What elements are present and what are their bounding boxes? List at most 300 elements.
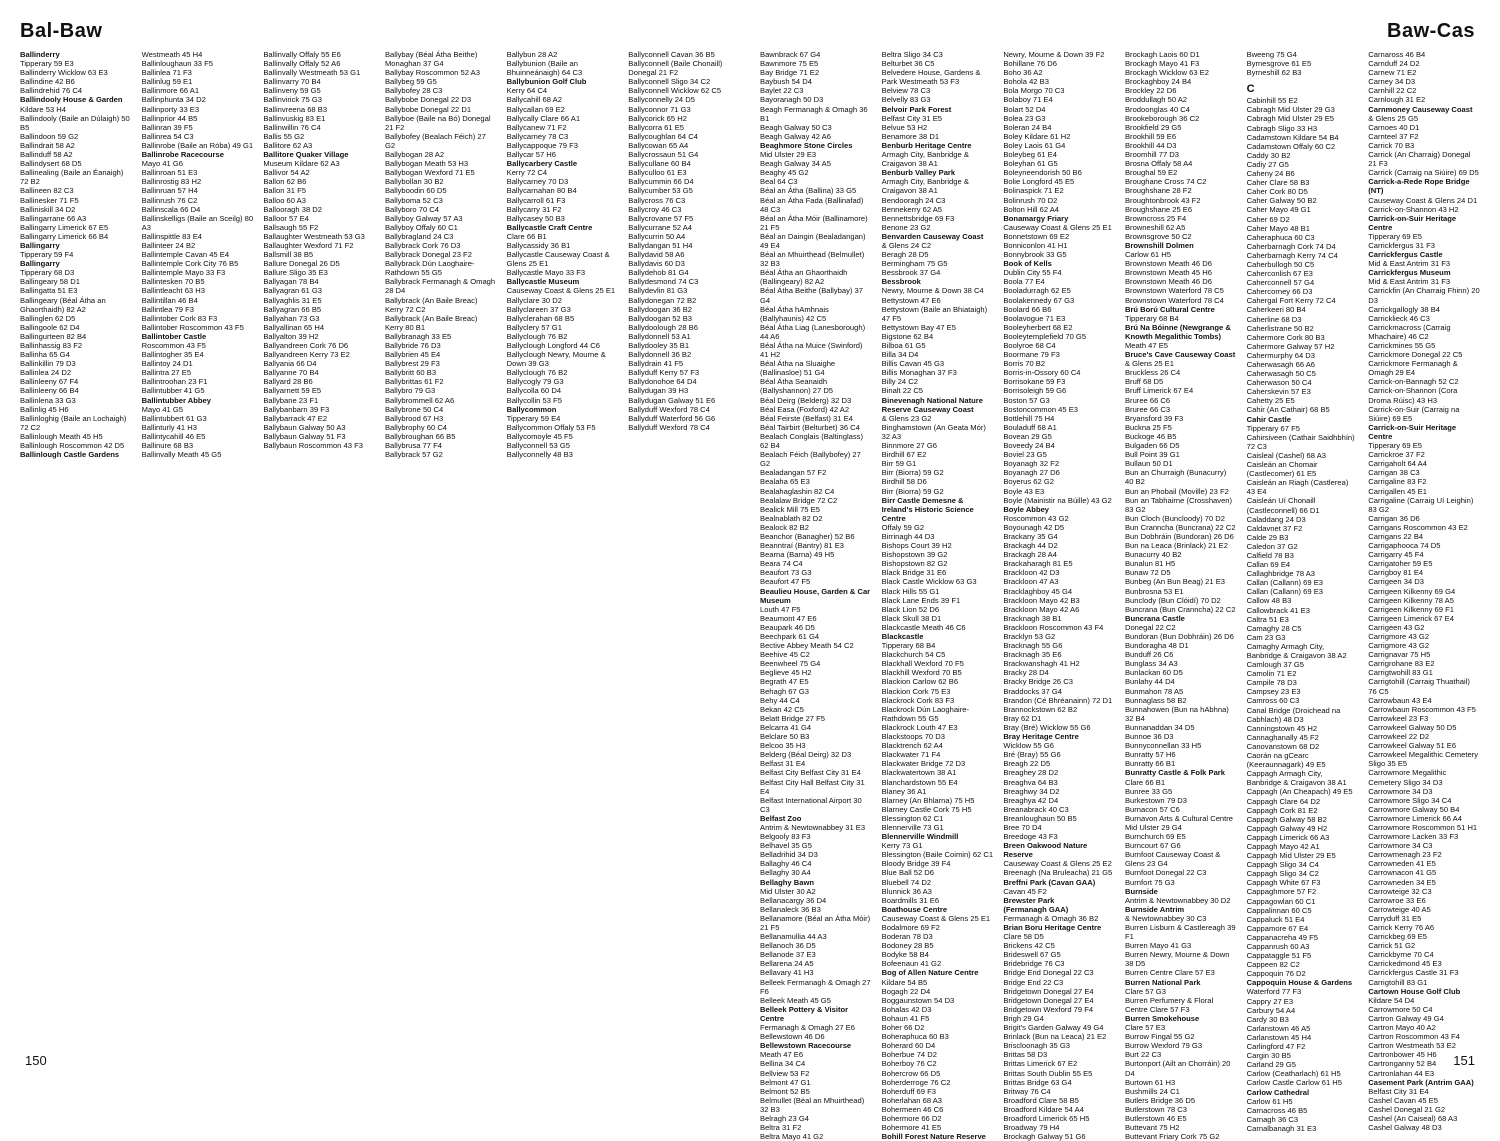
index-entry: Ballydevlin 81 G3 xyxy=(628,286,688,296)
index-entry: Brú Ború Cultural Centre xyxy=(1124,304,1215,314)
index-entry: & Glens 25 G5 xyxy=(1368,113,1419,123)
index-entry: Ballintemple Cork City 76 B5 xyxy=(141,259,239,269)
index-entry: Bun Dobhráin (Bundoran) 26 D6 xyxy=(1124,531,1234,541)
index-entry: Boleyneendorish 50 B6 xyxy=(1003,168,1082,178)
index-entry: Bealock 82 B2 xyxy=(760,522,809,532)
index-entry: Carrick-on-Bannagh 52 C2 xyxy=(1368,377,1459,387)
index-entry: Caltra 51 E3 xyxy=(1246,614,1289,624)
index-entry: Caherkeeri 80 B4 xyxy=(1246,305,1306,315)
index-entry: Ballybrittas 61 F2 xyxy=(384,377,444,387)
index-entry: Newry, Mourne & Down 39 F2 xyxy=(1003,50,1105,59)
index-entry: Caherbarnagh Cork 74 D4 xyxy=(1246,241,1336,251)
index-entry: Blackrock Louth 47 E3 xyxy=(881,722,958,732)
index-entry: Broughal 59 E2 xyxy=(1124,168,1178,178)
index-entry: Cartronbower 45 H6 xyxy=(1368,1050,1437,1060)
index-entry: Broadway 79 H4 xyxy=(1003,1123,1060,1133)
index-entry: Ballycoughlan 64 C4 xyxy=(628,131,698,141)
index-entry: Ballyconnell Wicklow 62 C5 xyxy=(628,86,722,96)
index-entry: Ballycorick 65 H2 xyxy=(628,113,687,123)
index-entry: Carrickroe 37 F2 xyxy=(1368,450,1425,460)
index-entry: Bruckless 26 C4 xyxy=(1124,368,1181,378)
index-entry: Carrickmore Donegal 22 C5 xyxy=(1368,350,1463,360)
index-entry: Carrickbyrne 70 C4 xyxy=(1368,950,1434,960)
index-entry: Ballinphunta 34 D2 xyxy=(141,95,206,105)
index-entry: Bealach Féich (Ballybofey) 27 G2 xyxy=(760,450,861,469)
index-entry: Ballycowan 65 A4 xyxy=(628,140,689,150)
index-entry: Brackloon Mayo 42 B3 xyxy=(1003,595,1080,605)
index-entry: & Glens 24 C2 xyxy=(881,240,932,250)
index-entry: Carrick (Carraig na Siúire) 69 D5 xyxy=(1368,168,1479,178)
index-entry: Bray (Bré) Wicklow 55 G6 xyxy=(1003,722,1091,732)
index-entry: Béal an Átha Móir (Ballinamore) 21 F5 xyxy=(760,213,868,232)
index-entry: Carrick-on-Shannon 43 H2 xyxy=(1368,204,1459,214)
index-entry: Carrickmines 55 G5 xyxy=(1368,341,1436,350)
index-entry: Ballinruan 57 H4 xyxy=(141,186,198,196)
index-entry: Ballyduff Waterford 56 G6 xyxy=(628,413,716,423)
index-entry: Ballingoole 62 D4 xyxy=(20,322,80,332)
index-entry: Cartown House Golf Club xyxy=(1368,986,1461,996)
index-entry: Bonniconlon 41 H1 xyxy=(1003,240,1068,250)
index-entry: Beagh Fermanagh & Omagh 36 B1 xyxy=(760,104,868,123)
index-entry: Ballooragh 38 D2 xyxy=(263,204,322,214)
index-entry: Bunglass 34 A3 xyxy=(1124,659,1178,669)
index-entry: Bracknagh 35 E6 xyxy=(1003,650,1062,660)
index-entry: Carnacross 46 B5 xyxy=(1246,1105,1308,1115)
index-entry: Bovean 29 G5 xyxy=(1003,431,1052,441)
index-entry: Camolin 71 E2 xyxy=(1246,669,1297,679)
index-entry: Benburb Valley Park xyxy=(881,168,956,178)
index-entry: Carland 29 G5 xyxy=(1246,1060,1297,1070)
index-entry: Ballybritt 60 B3 xyxy=(384,368,437,378)
index-entry: Clare 66 B1 xyxy=(1124,777,1166,787)
index-entry: Beragh 28 D5 xyxy=(881,250,929,260)
index-entry: Buckna 25 F5 xyxy=(1124,422,1172,432)
index-entry: Butlerstown 46 E5 xyxy=(1124,1113,1187,1123)
index-entry: Bellavary 41 H3 xyxy=(760,968,814,978)
index-entry: C xyxy=(1246,83,1255,96)
index-entry: Béal an Mhuirthead (Belmullet) 32 B3 xyxy=(760,250,865,269)
index-entry: Carlingford 47 F2 xyxy=(1246,1042,1306,1052)
index-entry: Bog of Allen Nature Centre xyxy=(881,968,979,978)
index-entry: Ballaghy 46 C4 xyxy=(760,859,812,869)
index-entry: Bodalmore 69 F2 xyxy=(881,923,940,932)
index-entry: Beehive 45 C2 xyxy=(760,650,810,660)
index-entry: Carrowmore Limerick 66 A4 xyxy=(1368,813,1462,823)
index-entry: Bridge End Donegal 22 C3 xyxy=(1003,968,1094,978)
index-entry: Cartronganny 52 B4 xyxy=(1368,1059,1437,1069)
index-entry: Caldavnet 37 F2 xyxy=(1246,523,1303,533)
index-entry: Bilboa 61 G5 xyxy=(881,341,926,350)
index-entry: Ballintra 27 E5 xyxy=(141,368,192,378)
index-entry: Cartron Roscommon 43 F4 xyxy=(1368,1032,1460,1042)
index-entry: Bay Bridge 71 E2 xyxy=(760,68,820,78)
index-entry: Burncourt 67 G6 xyxy=(1124,841,1181,851)
index-entry: Boley Laois 61 G4 xyxy=(1003,140,1066,150)
index-entry: Bodyke 58 B4 xyxy=(881,950,929,960)
index-entry: Cappaghmore 57 F2 xyxy=(1246,887,1317,897)
index-entry: Ballycar 57 H6 xyxy=(506,150,557,160)
index-entry: Burren Mayo 41 G3 xyxy=(1124,941,1192,951)
index-entry: Carrowmore Lacken 33 F3 xyxy=(1368,832,1459,842)
index-entry: Ballydonnell 53 A1 xyxy=(628,331,691,341)
index-entry: Carbury 54 A4 xyxy=(1246,1005,1296,1015)
index-entry: Billis Cavan 45 G3 xyxy=(881,359,945,369)
index-entry: Cardy 30 B3 xyxy=(1246,1014,1289,1024)
index-entry: Camlough 37 G5 xyxy=(1246,660,1305,670)
index-entry: Ballyania 66 D4 xyxy=(263,359,317,369)
index-entry: Bola Morgo 70 C3 xyxy=(1003,86,1065,96)
index-entry: Bohermore 41 E5 xyxy=(881,1123,942,1133)
index-entry: Boyle (Mainistir na Búille) 43 G2 xyxy=(1003,495,1112,505)
index-entry: Benvarden Causeway Coast xyxy=(881,231,984,241)
index-entry: Carrowkeel 23 F3 xyxy=(1368,713,1429,723)
index-entry: Ballybro 79 G3 xyxy=(384,386,436,396)
index-entry: Roscommon 43 F5 xyxy=(141,341,206,350)
index-entry: Cashel Donegal 21 G2 xyxy=(1368,1104,1446,1114)
index-entry: Brockagh Laois 60 D1 xyxy=(1124,50,1200,59)
index-entry: Burnfoot Causeway Coast & Glens 23 G4 xyxy=(1124,850,1221,869)
index-entry: Cabragh Mid Ulster 29 G3 xyxy=(1246,105,1335,115)
index-entry: Boheraphuca 60 B3 xyxy=(881,1032,949,1042)
index-entry: Ballinvuskig 83 E1 xyxy=(263,113,326,123)
index-entry: Wicklow 55 G6 xyxy=(1003,741,1054,751)
index-entry: Belatt Bridge 27 F5 xyxy=(760,713,826,723)
index-entry: Ballivor 54 A2 xyxy=(263,168,310,178)
index-entry: Carrowmore Roscommon 51 H1 xyxy=(1368,822,1478,832)
index-entry: Bendooragh 24 C3 xyxy=(881,195,946,205)
index-entry: Belragh 23 G4 xyxy=(760,1113,809,1123)
index-entry: Bennettsbridge 69 F3 xyxy=(881,213,955,223)
index-entry: Ballydavid 58 A6 xyxy=(628,250,685,260)
index-entry: Clare 57 G3 xyxy=(1124,986,1166,996)
index-entry: Carrigallen 45 E1 xyxy=(1368,486,1427,496)
index-entry: Carnlough 31 E2 xyxy=(1368,95,1426,105)
index-entry: Antrim & Newtownabbey 31 E3 xyxy=(760,822,866,832)
index-entry: Westmeath 45 H4 xyxy=(141,50,203,59)
index-entry: Brackloon 47 A3 xyxy=(1003,577,1059,587)
index-entry: Cabragh Sligo 33 H3 xyxy=(1246,123,1318,133)
index-entry: Bishopstown 39 G2 xyxy=(881,550,948,560)
index-entry: Brandon (Cé Bhréanainn) 72 D1 xyxy=(1003,695,1113,705)
index-entry: Breaghwy 34 D2 xyxy=(1003,786,1060,796)
index-entry: Carrigaline (Carraig Uí Leighin) 83 G2 xyxy=(1368,495,1474,514)
index-entry: Boley Kildare 61 H2 xyxy=(1003,131,1071,141)
index-entry: Ballycarney 70 D3 xyxy=(506,177,569,187)
index-entry: Cappanrush 60 A3 xyxy=(1246,942,1310,951)
index-entry: Bolaboy 71 E4 xyxy=(1003,95,1053,105)
index-entry: Ballinroan 51 E3 xyxy=(141,168,198,178)
index-entry: Béal Deirg (Belderg) 32 D3 xyxy=(760,395,852,405)
index-entry: Cappry 27 E3 xyxy=(1246,996,1294,1006)
index-entry: Beglieve 45 H2 xyxy=(760,668,812,678)
index-entry: Ballybunion Golf Club xyxy=(506,77,587,87)
right-page-number: 151 xyxy=(1453,1053,1475,1068)
index-entry: Belderg (Béal Deirg) 32 D3 xyxy=(760,750,852,760)
index-entry: Britway 76 C4 xyxy=(1003,1086,1051,1096)
index-entry: Bracknagh 55 G6 xyxy=(1003,641,1063,651)
index-entry: Ballintycahill 46 E5 xyxy=(141,431,206,441)
index-entry: Bohillane 76 D6 xyxy=(1003,59,1057,69)
index-entry: Brackwanshagh 41 H2 xyxy=(1003,659,1080,669)
index-entry: Caisleán an Chomair (Castlecomer) 61 E5 xyxy=(1246,460,1318,479)
index-entry: Bofeenaun 41 G2 xyxy=(881,959,942,969)
index-entry: Ballycarney 78 C3 xyxy=(506,131,569,141)
index-entry: Breanloughaun 50 B5 xyxy=(1003,813,1077,823)
index-entry: Bun Cloch (Buncloody) 70 D2 xyxy=(1124,513,1226,523)
index-entry: Belfast City Belfast City 31 E4 xyxy=(760,768,861,778)
index-entry: Burnfoot Donegal 22 C3 xyxy=(1124,868,1207,878)
index-entry: Blackrock Dún Laoghaire-Rathdown 55 G5 xyxy=(881,704,970,723)
index-entry: Ballinrobe (Baile an Róba) 49 G1 xyxy=(141,140,254,150)
index-entry: Bridgetown Donegal 27 E4 xyxy=(1003,995,1094,1005)
index-entry: Blackhill Wexford 70 B5 xyxy=(881,668,962,678)
index-entry: Boolakennedy 67 G3 xyxy=(1003,295,1075,305)
index-entry: Butlerstown 78 C3 xyxy=(1124,1104,1188,1114)
index-entry: Ballybrack (An Baile Breac) Kerry 80 B1 xyxy=(384,313,478,332)
index-entry: Béal Tairbirt (Belturbet) 36 C4 xyxy=(760,422,860,432)
index-entry: Booleytemplefield 70 G5 xyxy=(1003,331,1087,341)
index-entry: Blackion Cork 75 E3 xyxy=(881,686,951,696)
index-entry: Burren Lisburn & Castlereagh 39 F1 xyxy=(1124,923,1236,942)
index-entry: Mayo 41 G5 xyxy=(141,404,184,414)
index-entry: Tipperary 68 B4 xyxy=(881,641,936,651)
index-entry: Breffni Park (Cavan GAA) xyxy=(1003,877,1096,887)
index-entry: Breaghey 28 D2 xyxy=(1003,768,1059,778)
index-entry: Ballingarry Limerick 67 E5 xyxy=(20,222,109,232)
index-entry: Brookhill 59 E6 xyxy=(1124,131,1177,141)
index-entry: Ballintogher 35 E4 xyxy=(141,350,204,360)
index-entry: Ballaughter Wexford 71 F2 xyxy=(263,240,354,250)
index-entry: Belclare 50 B3 xyxy=(760,732,810,742)
index-entry: Burren National Park xyxy=(1124,977,1201,987)
index-entry: Ballingatta 51 E3 xyxy=(20,286,78,296)
index-entry: Burren Centre Clare 57 E3 xyxy=(1124,968,1215,978)
index-entry: Booleyherbert 68 E2 xyxy=(1003,322,1073,332)
index-entry: Carrick-on-Suir Heritage Centre xyxy=(1368,213,1457,232)
index-entry: Ballyclough 76 B2 xyxy=(506,368,568,378)
index-entry: Boherard 60 D4 xyxy=(881,1041,936,1051)
index-entry: Cappataggle 51 F5 xyxy=(1246,951,1312,961)
index-entry: Museum Kildare 62 A3 xyxy=(263,159,340,169)
index-entry: Ballinprior 44 B5 xyxy=(141,113,198,123)
index-entry: Calfield 78 B3 xyxy=(1246,550,1294,560)
index-entry: Ballycastle Causeway Coast & Glens 25 E1 xyxy=(506,250,610,269)
index-entry: Carrowmenagh 23 F2 xyxy=(1368,850,1442,860)
index-entry: Bouladuff 68 A1 xyxy=(1003,422,1057,432)
index-entry: Ballybaun Roscommon 43 F3 xyxy=(263,441,363,451)
index-entry: Bohalas 42 D3 xyxy=(881,1004,932,1014)
index-entry: Boathouse Centre xyxy=(881,904,948,914)
index-entry: Ballydoogan 52 B3 xyxy=(628,313,693,323)
index-entry: Book of Kells xyxy=(1003,259,1052,269)
index-entry: Cahirsiveen (Cathair Saidhbhín) 72 C3 xyxy=(1246,432,1355,451)
index-entry: Dublin City 55 F4 xyxy=(1003,268,1062,278)
index-entry: Ballybrommell 62 A6 xyxy=(384,395,455,405)
index-entry: Boola 77 E4 xyxy=(1003,277,1045,287)
index-entry: Balloo 60 A3 xyxy=(263,195,306,205)
index-entry: Ballycastle Museum xyxy=(506,277,580,287)
index-entry: Cahercorney 66 D3 xyxy=(1246,287,1313,297)
index-entry: Ballinteer 24 B2 xyxy=(141,240,196,250)
index-entry: Béal an Átha (Ballina) 33 G5 xyxy=(760,186,857,196)
index-entry: Cappeen 82 C2 xyxy=(1246,960,1300,970)
index-entry: Bun an Phobail (Moville) 23 F2 xyxy=(1124,486,1229,496)
index-entry: Benburb Heritage Centre xyxy=(881,140,972,150)
right-page xyxy=(750,0,1500,1141)
index-entry: Broddullagh 50 A2 xyxy=(1124,95,1188,105)
index-entry: Belleek Fermanagh & Omagh 27 F6 xyxy=(760,977,871,996)
index-entry: Bellanoch 36 D5 xyxy=(760,941,816,951)
index-entry: Carnaross 46 B4 xyxy=(1368,50,1426,59)
index-entry: Bohermeen 46 C6 xyxy=(881,1104,944,1114)
index-entry: Bessbrook 37 G4 xyxy=(881,268,941,278)
index-entry: Caher Galway 50 B2 xyxy=(1246,196,1317,206)
index-entry: Beenwheel 75 G4 xyxy=(760,659,821,669)
index-entry: Caherbullogh 50 C5 xyxy=(1246,259,1315,269)
index-entry: Ballindoon 59 G2 xyxy=(20,131,79,141)
index-entry: Buttevant 75 H2 xyxy=(1124,1123,1180,1133)
index-entry: Belfast City Hall Belfast City 31 E4 xyxy=(760,777,865,796)
index-entry: Brittas Bridge 63 G4 xyxy=(1003,1077,1072,1087)
index-entry: Ballyboodin 60 D5 xyxy=(384,186,447,196)
index-entry: Braddocks 37 G4 xyxy=(1003,686,1062,696)
index-entry: Bohercrow 66 D5 xyxy=(881,1068,941,1078)
index-entry: Bawnbrack 67 G4 xyxy=(760,50,821,59)
index-entry: Ballycarry 31 F2 xyxy=(506,204,562,214)
index-entry: Ballindrait 58 A2 xyxy=(20,140,75,150)
index-entry: Bealnablath 82 D2 xyxy=(760,513,823,523)
index-entry: Ballineen 82 C3 xyxy=(20,186,74,196)
index-entry: Bracklaghboy 45 G4 xyxy=(1003,586,1073,596)
index-entry: Bunratty 66 B1 xyxy=(1124,759,1176,769)
index-entry: Blanchardstown 55 E4 xyxy=(881,777,958,787)
index-entry: Cappagh Armagh City, Banbridge & Craigavon 38 A1 xyxy=(1246,769,1347,788)
index-entry: Blessington 62 C1 xyxy=(881,813,944,823)
index-entry: Bushmills 24 C1 xyxy=(1124,1086,1180,1096)
index-entry: Ballinrobe Racecourse xyxy=(141,150,224,160)
index-entry: Ballycassidy 36 B1 xyxy=(506,240,571,250)
index-entry: Ballintroohan 23 F1 xyxy=(141,377,208,387)
index-entry: Ballyard 28 B6 xyxy=(263,377,313,387)
index-entry: Ballycurrin 50 A4 xyxy=(628,231,686,241)
index-entry: Canningstown 45 H2 xyxy=(1246,723,1318,733)
index-entry: Béal Feirste (Belfast) 31 E4 xyxy=(760,413,853,423)
index-entry: Broomhill 77 D3 xyxy=(1124,150,1179,160)
index-entry: Ballindysert 68 D5 xyxy=(20,159,82,169)
index-entry: Carrigan 36 D6 xyxy=(1368,513,1420,523)
index-entry: Cappagowlan 60 C1 xyxy=(1246,896,1316,906)
index-entry: Carnduff 24 D2 xyxy=(1368,59,1420,69)
index-entry: Callowbrack 41 E3 xyxy=(1246,605,1310,615)
index-entry: Ballinlough Castle Gardens xyxy=(20,450,120,460)
index-entry: Ballintleacht 63 H3 xyxy=(141,286,205,296)
index-entry: Carrownacon 41 G5 xyxy=(1368,868,1437,878)
index-entry: Bostoncommon 45 E3 xyxy=(1003,404,1079,414)
index-entry: Ballintober Cork 83 F3 xyxy=(141,313,218,323)
index-entry: Carrigmore 43 G2 xyxy=(1368,632,1430,641)
index-entry: Bealalaw Bridge 72 C2 xyxy=(760,495,838,505)
index-entry: Bridebridge 76 C3 xyxy=(1003,959,1065,969)
index-entry: Bunaw 72 D5 xyxy=(1124,568,1171,578)
index-entry: Ballycumber 53 G5 xyxy=(628,186,693,196)
index-entry: Belcoo 35 H3 xyxy=(760,741,806,751)
index-entry: Carrigaphooca 74 D5 xyxy=(1368,541,1441,551)
index-entry: Blunnick 36 A3 xyxy=(881,886,932,896)
index-entry: Ballingarry xyxy=(20,240,60,250)
index-entry: Bottlehill 75 H4 xyxy=(1003,413,1055,423)
index-entry: Ballinduff 58 A2 xyxy=(20,150,73,160)
index-entry: Breedoge 43 F3 xyxy=(1003,832,1058,842)
index-entry: Ballycogly 79 G3 xyxy=(506,377,564,387)
index-entry: Ballybrack Dún Laoghaire-Rathdown 55 G5 xyxy=(384,259,475,278)
index-entry: Ballyculloo 61 E3 xyxy=(628,168,687,178)
index-entry: Ballyclareen 37 G3 xyxy=(506,304,571,314)
index-entry: Buttevant Friary Cork 75 G2 xyxy=(1124,1132,1220,1141)
index-entry: Ballyagran 66 B5 xyxy=(263,304,322,314)
index-entry: Brownstown Waterford 78 C5 xyxy=(1124,286,1224,296)
index-entry: Ballinturly 41 H3 xyxy=(141,422,197,432)
index-entry: Bull Point 39 G1 xyxy=(1124,450,1180,460)
index-entry: Ballinvally Meath 45 G5 xyxy=(141,450,222,460)
left-page xyxy=(0,0,750,1076)
index-entry: Ballycorra 61 E5 xyxy=(628,122,684,132)
index-entry: Burnfort 75 G3 xyxy=(1124,877,1175,887)
index-entry: Binnmore 27 G6 xyxy=(881,441,937,451)
index-entry: Carryduff 31 E5 xyxy=(1368,913,1422,923)
index-entry: Ballinspittle 83 E4 xyxy=(141,231,203,241)
index-entry: Carnagh 36 C3 xyxy=(1246,1114,1299,1124)
index-entry: Brigit's Garden Galway 49 G4 xyxy=(1003,1023,1104,1033)
index-entry: Waterford 77 F3 xyxy=(1246,987,1302,997)
index-entry: Bun an Tabhairne (Crosshaven) 83 G2 xyxy=(1124,495,1233,514)
index-entry: Ballybogan 28 A2 xyxy=(384,150,445,160)
index-entry: Ballinloughaun 33 F5 xyxy=(141,59,214,69)
index-entry: Camross 60 C3 xyxy=(1246,696,1300,706)
index-entry: Mid Ulster 29 E3 xyxy=(760,150,817,160)
index-entry: Ballitore Quaker Village xyxy=(263,150,349,160)
index-entry: Blacktrench 62 A4 xyxy=(881,741,943,751)
index-entry: Cannaghanally 45 F2 xyxy=(1246,732,1319,742)
index-entry: Bellaghy Bawn xyxy=(760,877,815,887)
index-entry: Cartron Westmeath 53 E2 xyxy=(1368,1041,1456,1051)
index-entry: Bohill Forest Nature Reserve xyxy=(881,1132,986,1141)
index-entry: Cappagh Sligo 34 C4 xyxy=(1246,860,1319,870)
index-entry: Bearna (Barna) 49 H5 xyxy=(760,550,835,560)
index-entry: Bunnyconnellan 33 H5 xyxy=(1124,741,1202,751)
index-entry: Bunnaglass 58 B2 xyxy=(1124,695,1187,705)
index-entry: Carlow 61 H5 xyxy=(1124,250,1171,260)
index-entry: Blackrock Cork 83 F3 xyxy=(881,695,955,705)
index-entry: Carrowkeel Megalithic Cemetery Sligo 35 E5 xyxy=(1368,750,1479,769)
index-entry: Ballingeary (Béal Átha an Ghaorthaidh) 82 A2 xyxy=(20,295,106,314)
index-entry: Brosna Offaly 58 A4 xyxy=(1124,159,1193,169)
index-entry: Breaghya 42 D4 xyxy=(1003,795,1059,805)
index-entry: Causeway Coast & Glens 25 E1 xyxy=(1003,222,1112,232)
index-entry: Caladdang 24 D3 xyxy=(1246,514,1306,524)
index-entry: Birr Castle Demesne & Ireland's Historic Science Centre xyxy=(881,495,974,523)
index-entry: Burnacon 57 C6 xyxy=(1124,804,1180,814)
index-entry: Béal Átha na Sluaighe (Ballinasloe) 51 G4 xyxy=(760,359,836,378)
index-entry: Ballinglen 62 D5 xyxy=(20,313,76,323)
index-entry: Beaghmore Stone Circles xyxy=(760,140,853,150)
index-entry: Ballaughter Westmeath 53 G3 xyxy=(263,231,365,241)
index-entry: Brownstown Meath 45 H6 xyxy=(1124,268,1212,278)
index-entry: Brickens 42 C5 xyxy=(1003,941,1055,951)
index-entry: Louth 47 F5 xyxy=(760,604,801,614)
index-entry: Ballinlig 45 H6 xyxy=(20,404,69,414)
index-entry: Bonnybrook 33 G5 xyxy=(1003,250,1067,260)
index-entry: Ballydavis 60 D3 xyxy=(628,259,685,269)
